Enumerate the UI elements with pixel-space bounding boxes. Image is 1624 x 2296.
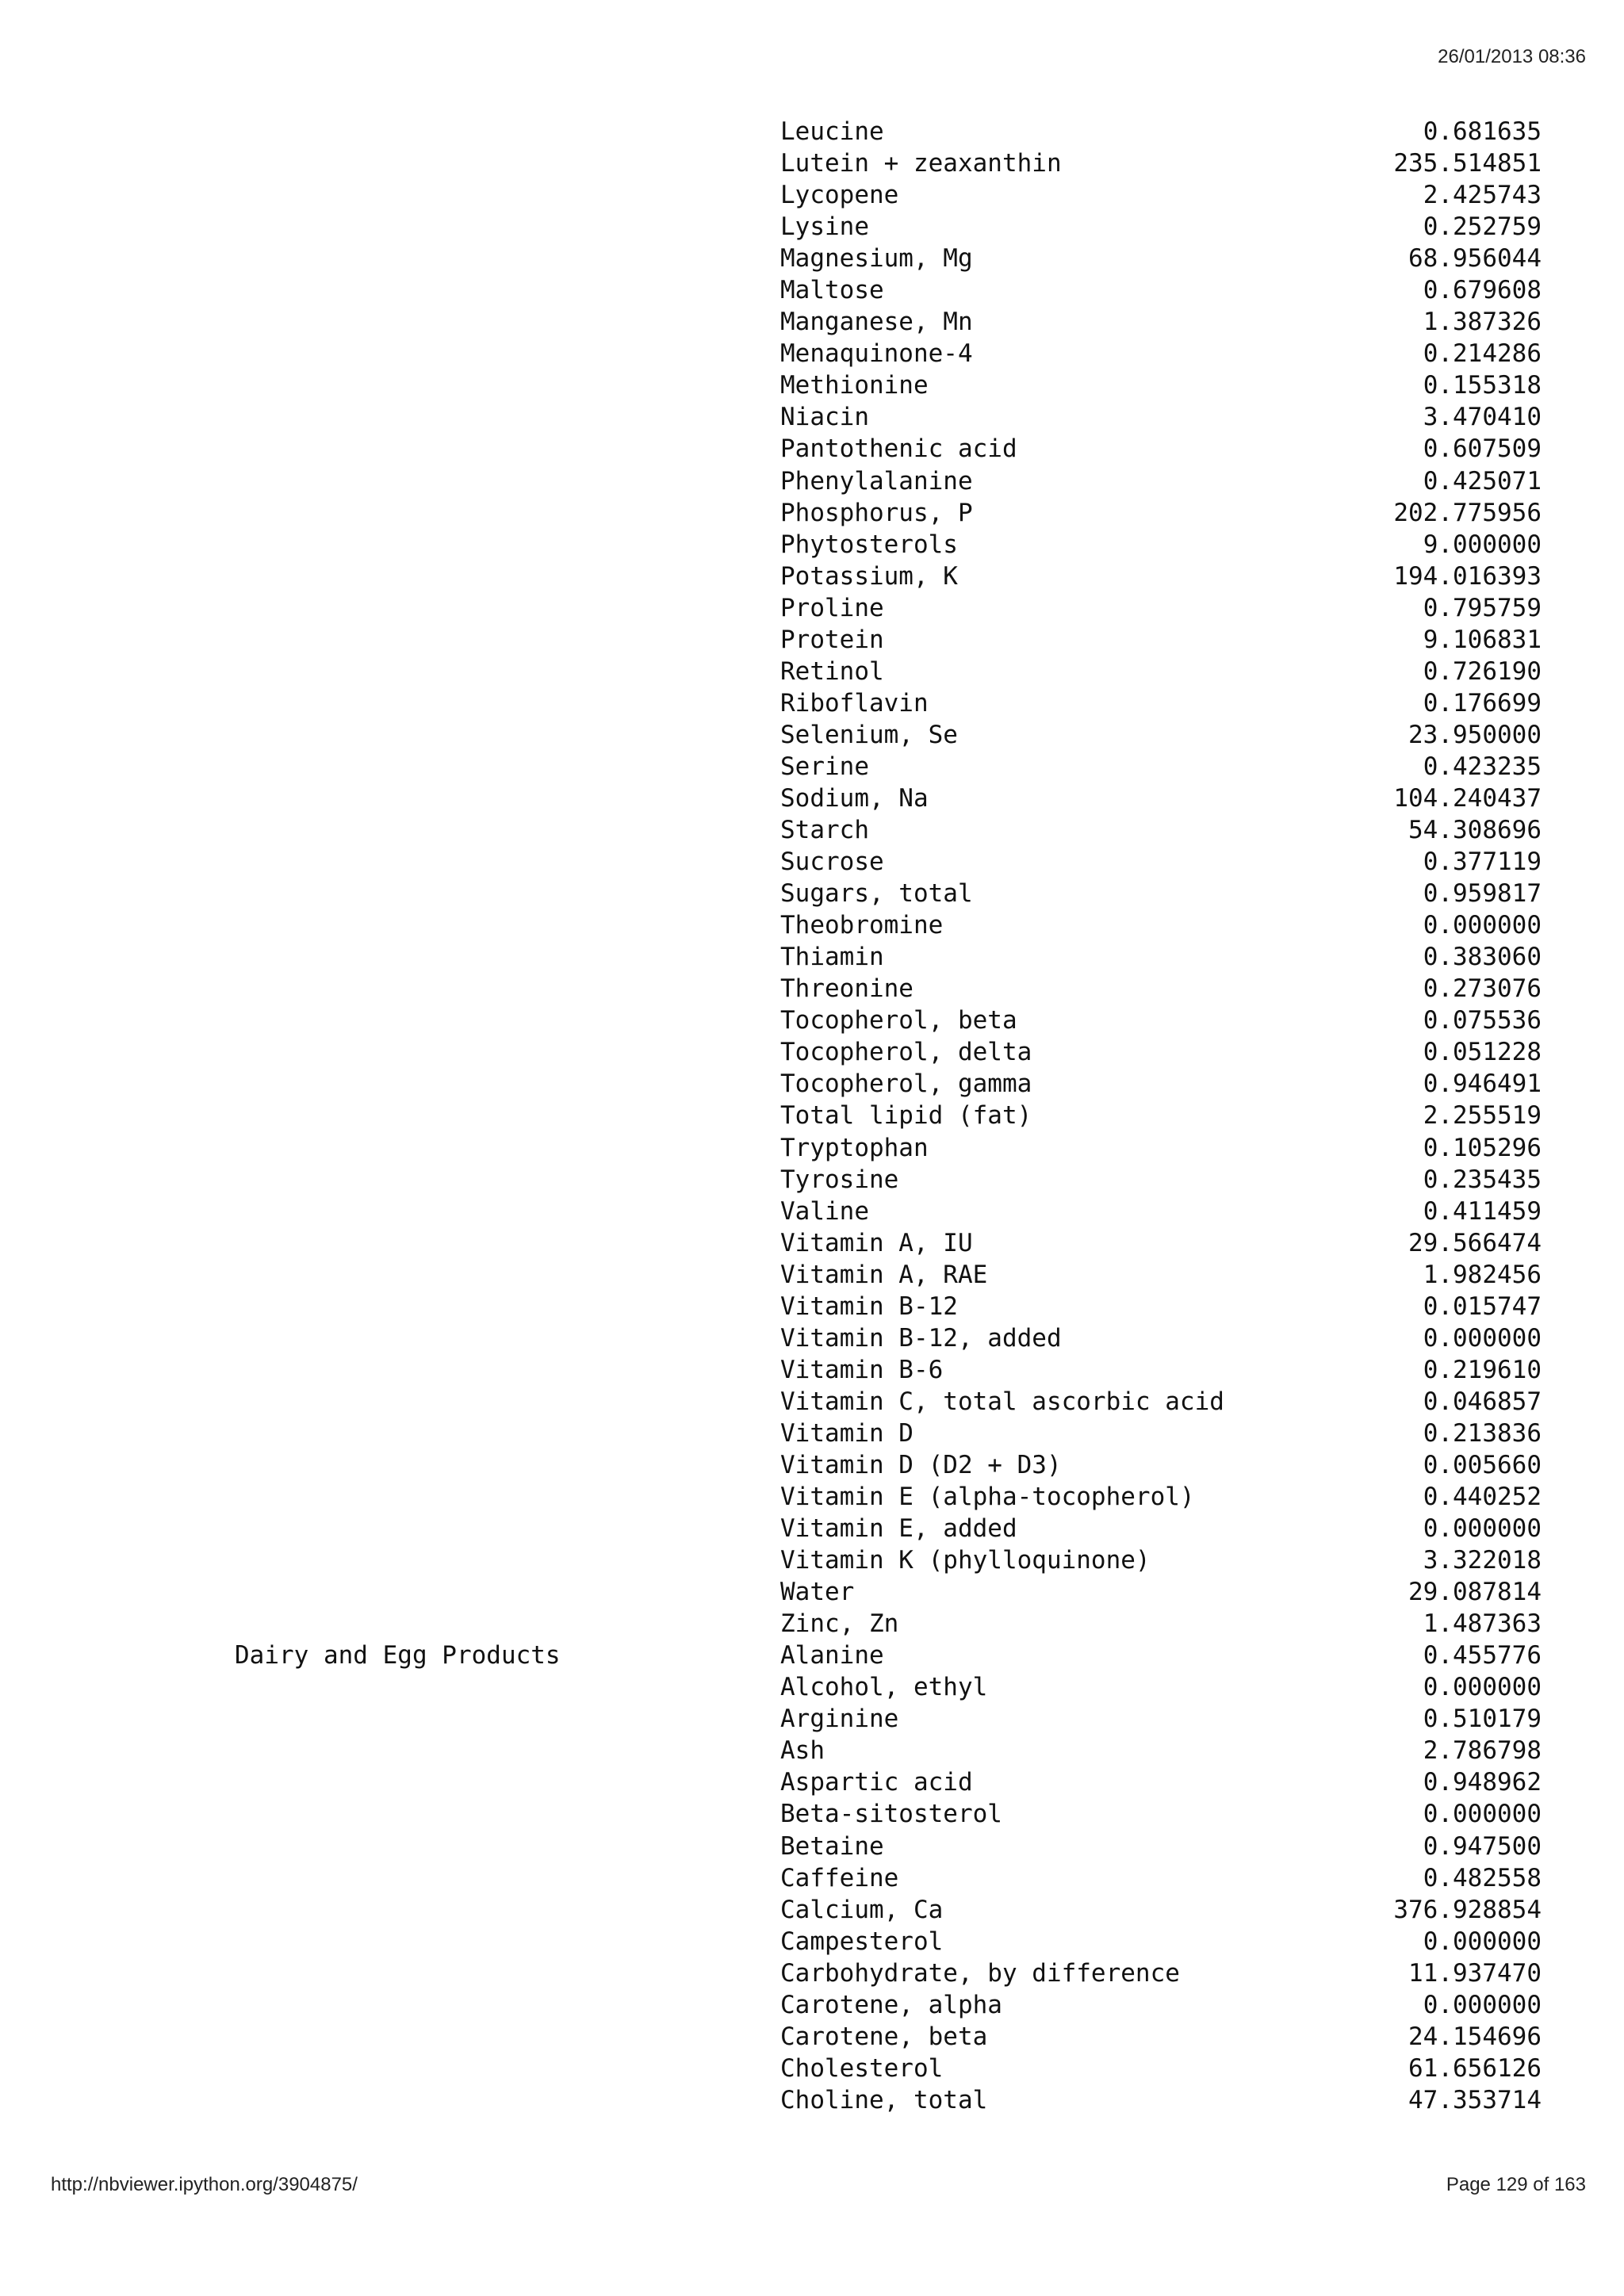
nutrient-cell: Protein: [780, 625, 884, 654]
nutrient-cell: Beta-sitosterol: [780, 1800, 1002, 1829]
table-row: [0, 1766, 1624, 1798]
value-cell: 0.411459: [1423, 1196, 1542, 1226]
table-row: [0, 846, 1624, 878]
value-cell: 0.235435: [1423, 1165, 1542, 1194]
value-cell: 54.308696: [1408, 816, 1542, 845]
value-cell: 0.000000: [1423, 1323, 1542, 1353]
nutrient-cell: Maltose: [780, 276, 884, 305]
table-row: [0, 529, 1624, 561]
value-cell: 0.105296: [1423, 1133, 1542, 1162]
table-row: [0, 1989, 1624, 2021]
value-cell: 24.154696: [1408, 2022, 1542, 2051]
table-row: [0, 211, 1624, 243]
value-cell: 0.795759: [1423, 593, 1542, 622]
table-row: [0, 814, 1624, 846]
nutrient-cell: Phytosterols: [780, 530, 958, 559]
value-cell: 0.423235: [1423, 752, 1542, 781]
nutrient-cell: Threonine: [780, 974, 914, 1004]
value-cell: 0.000000: [1423, 911, 1542, 940]
nutrient-cell: Campesterol: [780, 1927, 944, 1956]
value-cell: 3.470410: [1423, 403, 1542, 432]
nutrient-cell: Ash: [780, 1736, 825, 1766]
nutrient-cell: Aspartic acid: [780, 1768, 973, 1797]
nutrient-cell: Carotene, beta: [780, 2022, 988, 2051]
nutrient-cell: Vitamin A, IU: [780, 1228, 973, 1257]
page-number: Page 129 of 163: [1446, 2174, 1586, 2195]
nutrient-cell: Cholesterol: [780, 2053, 944, 2083]
nutrient-table: [0, 116, 1624, 2116]
table-row: [0, 116, 1624, 147]
table-row: [0, 1227, 1624, 1259]
nutrient-cell: Caffeine: [780, 1863, 899, 1892]
nutrient-cell: Vitamin D (D2 + D3): [780, 1450, 1062, 1479]
value-cell: 0.510179: [1423, 1705, 1542, 1734]
value-cell: 0.213836: [1423, 1418, 1542, 1448]
nutrient-cell: Choline, total: [780, 2085, 988, 2114]
table-row: [0, 1036, 1624, 1068]
value-cell: 9.000000: [1423, 530, 1542, 559]
table-row: [0, 306, 1624, 338]
nutrient-cell: Leucine: [780, 117, 884, 146]
table-row: [0, 1322, 1624, 1354]
table-row: [0, 973, 1624, 1004]
nutrient-cell: Vitamin B-6: [780, 1355, 944, 1384]
nutrient-cell: Phenylalanine: [780, 466, 973, 496]
nutrient-cell: Serine: [780, 752, 869, 781]
nutrient-cell: Sugars, total: [780, 879, 973, 909]
nutrient-cell: Arginine: [780, 1705, 899, 1734]
nutrient-cell: Thiamin: [780, 943, 884, 972]
nutrient-cell: Lutein + zeaxanthin: [780, 149, 1062, 178]
table-row: [0, 1004, 1624, 1036]
table-row: [0, 719, 1624, 751]
value-cell: 3.322018: [1423, 1546, 1542, 1575]
value-cell: 0.273076: [1423, 974, 1542, 1004]
table-row: [0, 433, 1624, 465]
table-row: [0, 878, 1624, 909]
nutrient-cell: Menaquinone-4: [780, 339, 973, 369]
table-row: [0, 1640, 1624, 1671]
value-cell: 0.015747: [1423, 1292, 1542, 1321]
table-row: [0, 338, 1624, 369]
nutrient-cell: Sodium, Na: [780, 783, 929, 813]
table-row: [0, 1703, 1624, 1735]
nutrient-cell: Betaine: [780, 1831, 884, 1861]
nutrient-cell: Vitamin K (phylloquinone): [780, 1546, 1151, 1575]
table-row: [0, 369, 1624, 401]
value-cell: 0.000000: [1423, 1990, 1542, 2019]
table-row: [0, 465, 1624, 497]
nutrient-cell: Manganese, Mn: [780, 308, 973, 337]
value-cell: 0.046857: [1423, 1387, 1542, 1416]
value-cell: 23.950000: [1408, 720, 1542, 749]
table-row: [0, 1259, 1624, 1291]
value-cell: 29.566474: [1408, 1228, 1542, 1257]
table-row: [0, 1894, 1624, 1926]
nutrient-cell: Vitamin E (alpha-tocopherol): [780, 1483, 1195, 1512]
table-row: [0, 656, 1624, 687]
value-cell: 0.155318: [1423, 371, 1542, 400]
value-cell: 2.425743: [1423, 181, 1542, 210]
table-row: [0, 941, 1624, 973]
value-cell: 11.937470: [1408, 1958, 1542, 1988]
table-row: [0, 1735, 1624, 1766]
value-cell: 0.000000: [1423, 1514, 1542, 1544]
value-cell: 0.383060: [1423, 943, 1542, 972]
nutrient-cell: Theobromine: [780, 911, 944, 940]
value-cell: 0.377119: [1423, 848, 1542, 877]
nutrient-cell: Carotene, alpha: [780, 1990, 1002, 2019]
nutrient-cell: Vitamin C, total ascorbic acid: [780, 1387, 1224, 1416]
nutrient-cell: Valine: [780, 1196, 869, 1226]
nutrient-cell: Potassium, K: [780, 561, 958, 591]
table-row: [0, 179, 1624, 211]
value-cell: 68.956044: [1408, 244, 1542, 274]
nutrient-cell: Sucrose: [780, 848, 884, 877]
table-row: [0, 1544, 1624, 1576]
table-row: [0, 592, 1624, 624]
table-row: [0, 783, 1624, 814]
nutrient-cell: Riboflavin: [780, 688, 929, 718]
value-cell: 0.075536: [1423, 1006, 1542, 1035]
value-cell: 376.928854: [1393, 1895, 1542, 1924]
table-row: [0, 1608, 1624, 1640]
table-row: [0, 1418, 1624, 1449]
value-cell: 104.240437: [1393, 783, 1542, 813]
value-cell: 194.016393: [1393, 561, 1542, 591]
value-cell: 0.425071: [1423, 466, 1542, 496]
value-cell: 0.000000: [1423, 1927, 1542, 1956]
nutrient-cell: Phosphorus, P: [780, 498, 973, 527]
nutrient-cell: Selenium, Se: [780, 720, 958, 749]
value-cell: 0.051228: [1423, 1038, 1542, 1067]
table-row: [0, 1671, 1624, 1703]
print-timestamp: 26/01/2013 08:36: [1438, 46, 1586, 67]
table-row: [0, 561, 1624, 592]
nutrient-cell: Proline: [780, 593, 884, 622]
table-row: [0, 1354, 1624, 1386]
nutrient-cell: Tryptophan: [780, 1133, 929, 1162]
value-cell: 1.487363: [1423, 1609, 1542, 1639]
table-row: [0, 751, 1624, 783]
nutrient-cell: Alanine: [780, 1641, 884, 1670]
table-row: [0, 1513, 1624, 1544]
table-row: [0, 1196, 1624, 1227]
value-cell: 0.214286: [1423, 339, 1542, 369]
nutrient-cell: Alcohol, ethyl: [780, 1673, 988, 1702]
table-row: [0, 497, 1624, 529]
value-cell: 0.219610: [1423, 1355, 1542, 1384]
value-cell: 0.455776: [1423, 1641, 1542, 1670]
source-url[interactable]: http://nbviewer.ipython.org/3904875/: [51, 2174, 358, 2195]
table-row: [0, 1100, 1624, 1131]
value-cell: 0.000000: [1423, 1800, 1542, 1829]
table-row: [0, 1291, 1624, 1322]
value-cell: 2.255519: [1423, 1101, 1542, 1131]
value-cell: 0.252759: [1423, 212, 1542, 242]
nutrient-cell: Lysine: [780, 212, 869, 242]
nutrient-cell: Vitamin B-12: [780, 1292, 958, 1321]
table-row: [0, 1798, 1624, 1830]
value-cell: 47.353714: [1408, 2085, 1542, 2114]
nutrient-cell: Tocopherol, beta: [780, 1006, 1017, 1035]
value-cell: 1.982456: [1423, 1260, 1542, 1289]
nutrient-cell: Calcium, Ca: [780, 1895, 944, 1924]
table-row: [0, 147, 1624, 179]
table-row: [0, 1957, 1624, 1989]
value-cell: 0.681635: [1423, 117, 1542, 146]
table-row: [0, 1481, 1624, 1513]
nutrient-cell: Total lipid (fat): [780, 1101, 1032, 1131]
nutrient-cell: Carbohydrate, by difference: [780, 1958, 1180, 1988]
nutrient-cell: Lycopene: [780, 181, 899, 210]
nutrient-cell: Vitamin D: [780, 1418, 914, 1448]
nutrient-cell: Tocopherol, delta: [780, 1038, 1032, 1067]
table-row: [0, 1068, 1624, 1100]
table-row: [0, 1831, 1624, 1862]
value-cell: 0.726190: [1423, 656, 1542, 686]
value-cell: 0.000000: [1423, 1673, 1542, 1702]
nutrient-cell: Niacin: [780, 403, 869, 432]
nutrient-cell: Tyrosine: [780, 1165, 899, 1194]
value-cell: 0.947500: [1423, 1831, 1542, 1861]
nutrient-cell: Methionine: [780, 371, 929, 400]
nutrient-cell: Water: [780, 1578, 855, 1607]
value-cell: 202.775956: [1393, 498, 1542, 527]
table-row: [0, 687, 1624, 719]
value-cell: 2.786798: [1423, 1736, 1542, 1766]
nutrient-cell: Vitamin E, added: [780, 1514, 1017, 1544]
nutrient-cell: Zinc, Zn: [780, 1609, 899, 1639]
food-group-cell: Dairy and Egg Products: [235, 1641, 561, 1670]
value-cell: 0.946491: [1423, 1070, 1542, 1099]
table-row: [0, 2021, 1624, 2053]
table-row: [0, 401, 1624, 433]
nutrient-cell: Retinol: [780, 656, 884, 686]
table-row: [0, 1132, 1624, 1164]
nutrient-cell: Starch: [780, 816, 869, 845]
table-row: [0, 1449, 1624, 1481]
table-row: [0, 1576, 1624, 1608]
value-cell: 0.959817: [1423, 879, 1542, 909]
table-row: [0, 2053, 1624, 2084]
nutrient-cell: Tocopherol, gamma: [780, 1070, 1032, 1099]
value-cell: 0.607509: [1423, 434, 1542, 464]
table-row: [0, 1164, 1624, 1196]
value-cell: 9.106831: [1423, 625, 1542, 654]
value-cell: 0.176699: [1423, 688, 1542, 718]
table-row: [0, 1862, 1624, 1894]
table-row: [0, 2084, 1624, 2116]
nutrient-cell: Magnesium, Mg: [780, 244, 973, 274]
value-cell: 0.440252: [1423, 1483, 1542, 1512]
value-cell: 235.514851: [1393, 149, 1542, 178]
value-cell: 0.679608: [1423, 276, 1542, 305]
nutrient-cell: Vitamin B-12, added: [780, 1323, 1062, 1353]
table-row: [0, 274, 1624, 306]
value-cell: 0.005660: [1423, 1450, 1542, 1479]
nutrient-cell: Vitamin A, RAE: [780, 1260, 988, 1289]
nutrient-cell: Pantothenic acid: [780, 434, 1017, 464]
value-cell: 0.948962: [1423, 1768, 1542, 1797]
table-row: [0, 243, 1624, 274]
value-cell: 61.656126: [1408, 2053, 1542, 2083]
table-row: [0, 1926, 1624, 1957]
table-row: [0, 1386, 1624, 1418]
value-cell: 29.087814: [1408, 1578, 1542, 1607]
value-cell: 0.482558: [1423, 1863, 1542, 1892]
table-row: [0, 909, 1624, 941]
value-cell: 1.387326: [1423, 308, 1542, 337]
table-row: [0, 624, 1624, 656]
